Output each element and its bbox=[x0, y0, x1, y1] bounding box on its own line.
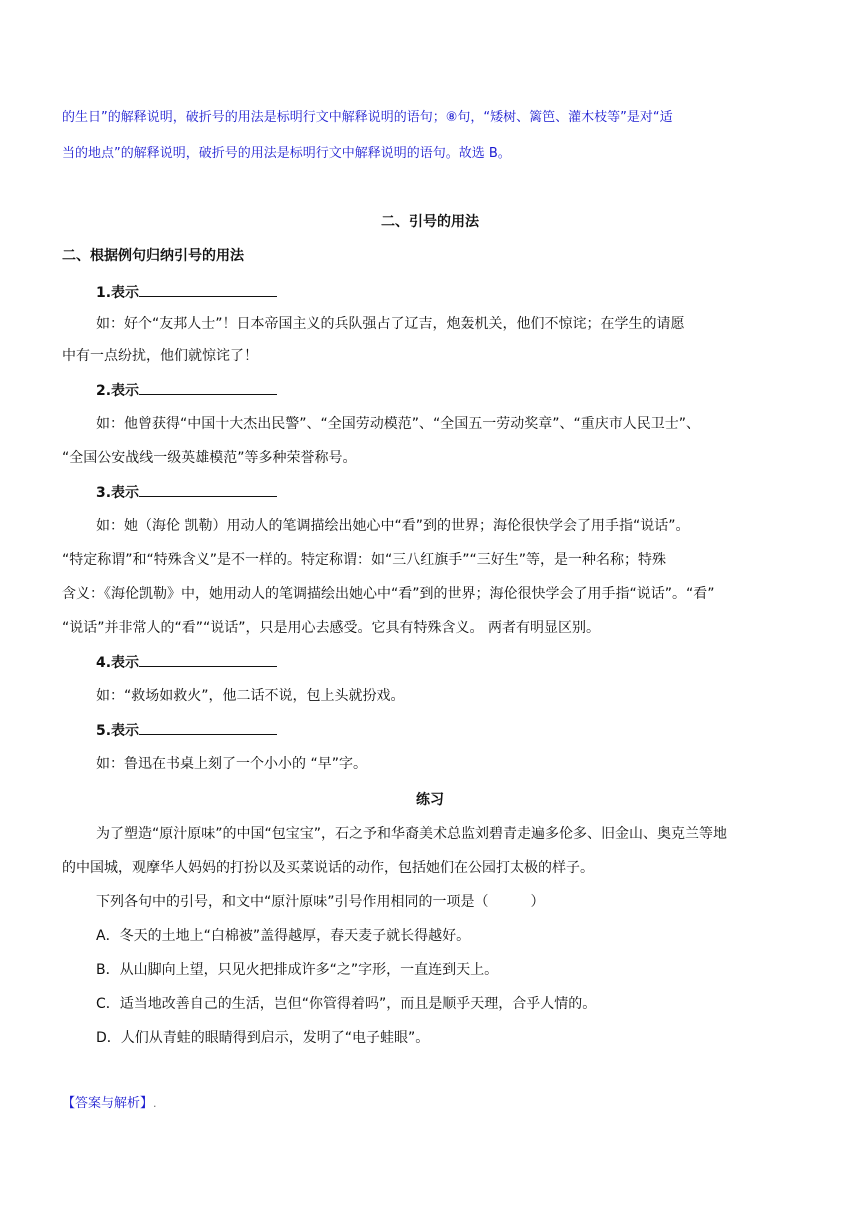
answer-label-suffix: . bbox=[153, 1097, 157, 1110]
item-4-example-line-1: 如：“救场如救火”，他二话不说，包上头就扮戏。 bbox=[96, 688, 405, 704]
item-label-text: 1.表示 bbox=[96, 285, 140, 301]
item-3-label bbox=[96, 482, 277, 503]
section-heading: 二、根据例句归纳引号的用法 bbox=[62, 248, 244, 264]
practice-title: 练习 bbox=[416, 792, 444, 808]
fill-in-blank[interactable] bbox=[139, 282, 277, 297]
fill-in-blank[interactable] bbox=[139, 720, 277, 735]
item-label-text: 5.表示 bbox=[96, 723, 140, 739]
fill-in-blank[interactable] bbox=[139, 380, 277, 395]
practice-passage-line-2: 的中国城，观摩华人妈妈的打扮以及买菜说话的动作，包括她们在公园打太极的样子。 bbox=[62, 860, 594, 876]
item-3-example-line-3: 含义：《海伦凯勒》中，她用动人的笔调描绘出她心中“看”到的世界；海伦很快学会了用手指“说话”。“看” bbox=[62, 586, 715, 602]
fill-in-blank[interactable] bbox=[139, 652, 277, 667]
practice-passage-line-1: 为了塑造“原汁原味”的中国“包宝宝”，石之予和华裔美术总监刘碧青走遍多伦多、旧金山、奥克兰等地 bbox=[96, 826, 728, 842]
item-5-example-line-1: 如：鲁迅在书桌上刻了一个小小的 “早”字。 bbox=[96, 756, 367, 772]
option-b: B．从山脚向上望，只见火把排成许多“之”字形，一直连到天上。 bbox=[96, 962, 499, 978]
fill-in-blank[interactable] bbox=[139, 482, 277, 497]
item-2-example-line-2: “全国公安战线一级英雄模范”等多种荣誉称号。 bbox=[62, 450, 357, 466]
item-label-text: 3.表示 bbox=[96, 485, 140, 501]
item-1-label bbox=[96, 282, 277, 303]
item-2-example-line-1: 如：他曾获得“中国十大杰出民警”、“全国劳动模范”、“全国五一劳动奖章”、“重庆市人民卫士”、 bbox=[96, 416, 701, 432]
item-5-label bbox=[96, 720, 277, 741]
answer-label bbox=[62, 1094, 157, 1114]
item-label-text: 2.表示 bbox=[96, 383, 140, 399]
item-2-label bbox=[96, 380, 277, 401]
item-4-label bbox=[96, 652, 277, 673]
option-d: D．人们从青蛙的眼睛得到启示，发明了“电子蛙眼”。 bbox=[96, 1030, 430, 1046]
practice-question: 下列各句中的引号，和文中“原汁原味”引号作用相同的一项是（ ） bbox=[96, 894, 545, 910]
answer-text-line-1: 的生日”的解释说明，破折号的用法是标明行文中解释说明的语句；⑧句，“矮树、篱笆、灌木枝等”是对“适 bbox=[62, 110, 673, 125]
item-1-example-line-2: 中有一点纷扰，他们就惊诧了！ bbox=[62, 348, 258, 364]
item-label-text: 4.表示 bbox=[96, 655, 140, 671]
answer-text-line-2: 当的地点”的解释说明，破折号的用法是标明行文中解释说明的语句。故选 B。 bbox=[62, 146, 511, 161]
answer-label-text: 【答案与解析】 bbox=[62, 1096, 154, 1111]
item-3-example-line-1: 如：她（海伦 凯勒）用动人的笔调描绘出她心中“看”到的世界；海伦很快学会了用手指“说话”。 bbox=[96, 518, 690, 534]
item-3-example-line-4: “说话”并非常人的“看”“说话”，只是用心去感受。它具有特殊含义。 两者有明显区别。 bbox=[62, 620, 600, 636]
section-title: 二、引号的用法 bbox=[381, 214, 479, 230]
item-3-example-line-2: “特定称谓”和“特殊含义”是不一样的。特定称谓：如“三八红旗手”“三好生”等，是一种名称；特殊 bbox=[62, 552, 667, 568]
option-a: A．冬天的土地上“白棉被”盖得越厚，春天麦子就长得越好。 bbox=[96, 928, 471, 944]
item-1-example-line-1: 如：好个“友邦人士”！日本帝国主义的兵队强占了辽吉，炮轰机关，他们不惊诧；在学生的请愿 bbox=[96, 316, 685, 332]
option-c: C．适当地改善自己的生活，岂但“你管得着吗”，而且是顺乎天理，合乎人情的。 bbox=[96, 996, 597, 1012]
